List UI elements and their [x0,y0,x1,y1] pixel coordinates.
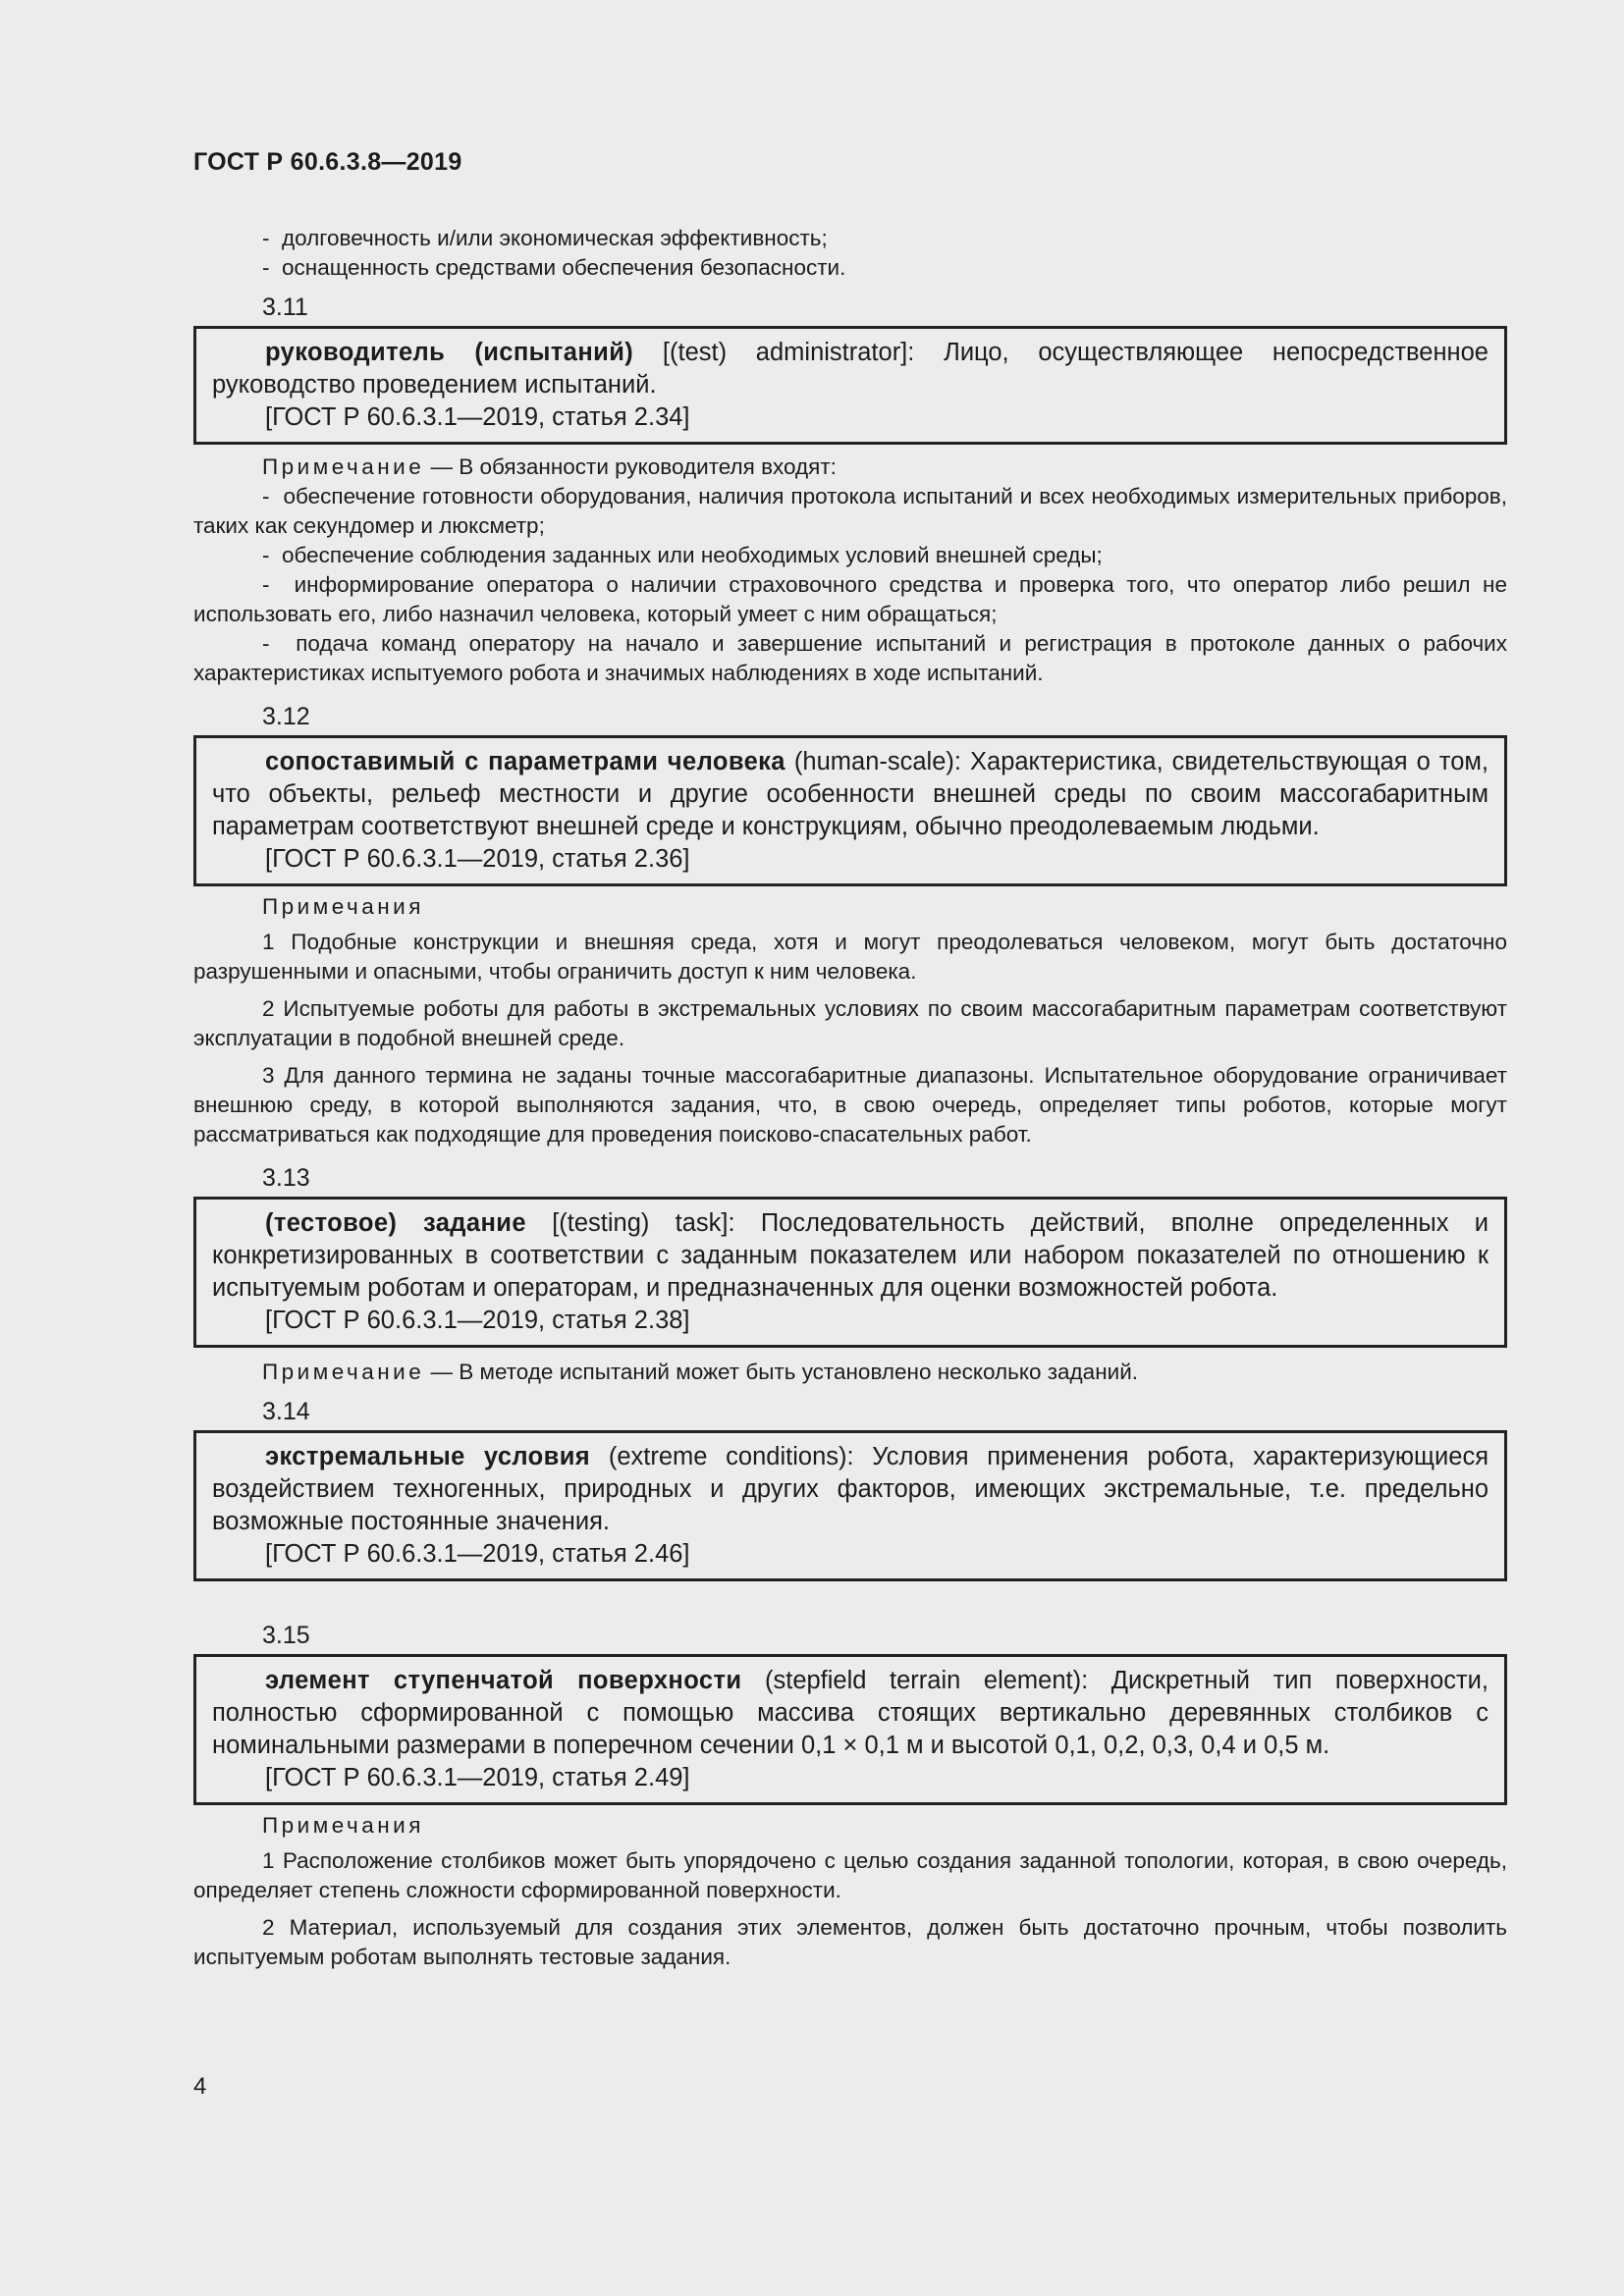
term-name: экстремальные условия [265,1443,591,1470]
note-label: Примечание [262,454,425,479]
note-item: 1 Подобные конструкции и внешняя среда, хотя и могут преодолеваться человеком, могут быть достаточно разрушенными и опасными, чтобы ограничить доступ к ним человека. [193,930,1507,984]
intro-bullet-2: - оснащенность средствами обеспечения безопасности. [262,255,846,280]
note-item: 2 Испытуемые роботы для работы в экстремальных условиях по своим массогабаритным параметрам соответствуют эксплуатации в подобной внешней среде. [193,996,1507,1050]
note-3-11: Примечание — В обязанности руководителя входят: [262,454,837,479]
section-number-3-15: 3.15 [262,1622,310,1649]
term-name: элемент ступенчатой поверхности [265,1667,742,1694]
definition-text: сопоставимый с параметрами человека (human-scale): Характеристика, свидетельствующая о том, что объекты, рельеф местности и другие особенности внешней среды по своим массогабаритным параметрам соответствуют внешней среде и конструкциям, обычно преодолеваемым людьми. [212,748,1489,840]
definition-text: (тестовое) задание [(testing) task]: Последовательность действий, вполне определенных и конкретизированных в соответствии с заданным показателем или набором показателей по отношению к испытуемым роботам и операторам, и предназначенных для оценки возможностей робота. [212,1209,1489,1302]
definition-text: руководитель (испытаний) [(test) administrator]: Лицо, осуществляющее непосредственное руководство проведением испытаний. [212,339,1489,399]
intro-bullet-1: - долговечность и/или экономическая эффективность; [262,226,828,250]
note-item: 1 Расположение столбиков может быть упорядочено с целью создания заданной топологии, которая, в свою очередь, определяет степень сложности сформированной поверхности. [193,1848,1507,1902]
term-name: сопоставимый с параметрами человека [265,748,785,775]
note-3-13: Примечание — В методе испытаний может быть установлено несколько заданий. [262,1360,1139,1384]
definition-source: [ГОСТ Р 60.6.3.1—2019, статья 2.46] [265,1540,690,1568]
definition-box-3-13 [193,1197,1507,1348]
section-number-3-14: 3.14 [262,1398,310,1425]
definition-box-3-12 [193,735,1507,886]
note-bullet: - обеспечение соблюдения заданных или необходимых условий внешней среды; [262,543,1103,567]
definition-text: элемент ступенчатой поверхности (stepfield terrain element): Дискретный тип поверхности, полностью сформированной с помощью массива стоящих вертикально деревянных столбиков с номинальными размерами в поперечном сечении 0,1 × 0,1 м и высотой 0,1, 0,2, 0,3, 0,4 и 0,5 м. [212,1667,1489,1759]
term-name: руководитель (испытаний) [265,339,634,366]
definition-text: экстремальные условия (extreme conditions): Условия применения робота, характеризующиеся воздействием техногенных, природных и других факторов, имеющих экстремальные, т.е. предельно возможные постоянные значения. [212,1443,1489,1535]
section-number-3-13: 3.13 [262,1164,310,1192]
definition-source: [ГОСТ Р 60.6.3.1—2019, статья 2.38] [265,1307,690,1334]
definition-source: [ГОСТ Р 60.6.3.1—2019, статья 2.49] [265,1764,690,1791]
definition-box-3-15 [193,1654,1507,1805]
definition-source: [ГОСТ Р 60.6.3.1—2019, статья 2.34] [265,403,690,431]
notes-label-3-12: Примечания [262,894,424,919]
page-number: 4 [193,2073,207,2100]
note-bullet: - информирование оператора о наличии страховочного средства и проверка того, что оператор либо решил не использовать его, либо назначил человека, который умеет с ним обращаться; [193,572,1507,626]
definition-box-3-14 [193,1430,1507,1581]
definition-source: [ГОСТ Р 60.6.3.1—2019, статья 2.36] [265,845,690,873]
notes-label-3-15: Примечания [262,1813,424,1838]
note-item: 3 Для данного термина не заданы точные массогабаритные диапазоны. Испытательное оборудование ограничивает внешнюю среду, в которой выполняются задания, что, в свою очередь, определяет типы роботов, которые могут рассматриваться как подходящие для проведения поисково-спасательных работ. [193,1063,1507,1147]
note-bullet: - подача команд оператору на начало и завершение испытаний и регистрация в протоколе данных о рабочих характеристиках испытуемого робота и значимых наблюдениях в ходе испытаний. [193,631,1508,685]
note-bullet: - обеспечение готовности оборудования, наличия протокола испытаний и всех необходимых измерительных приборов, таких как секундомер и люксметр; [193,484,1507,538]
note-item: 2 Материал, используемый для создания этих элементов, должен быть достаточно прочным, чтобы позволить испытуемым роботам выполнять тестовые задания. [193,1915,1507,1969]
note-label: Примечание [262,1360,425,1384]
section-number-3-12: 3.12 [262,703,310,730]
definition-box-3-11 [193,326,1507,445]
document-header: ГОСТ Р 60.6.3.8—2019 [193,148,462,176]
section-number-3-11: 3.11 [262,294,308,321]
page-content [193,224,1507,1972]
term-name: (тестовое) задание [265,1209,526,1237]
